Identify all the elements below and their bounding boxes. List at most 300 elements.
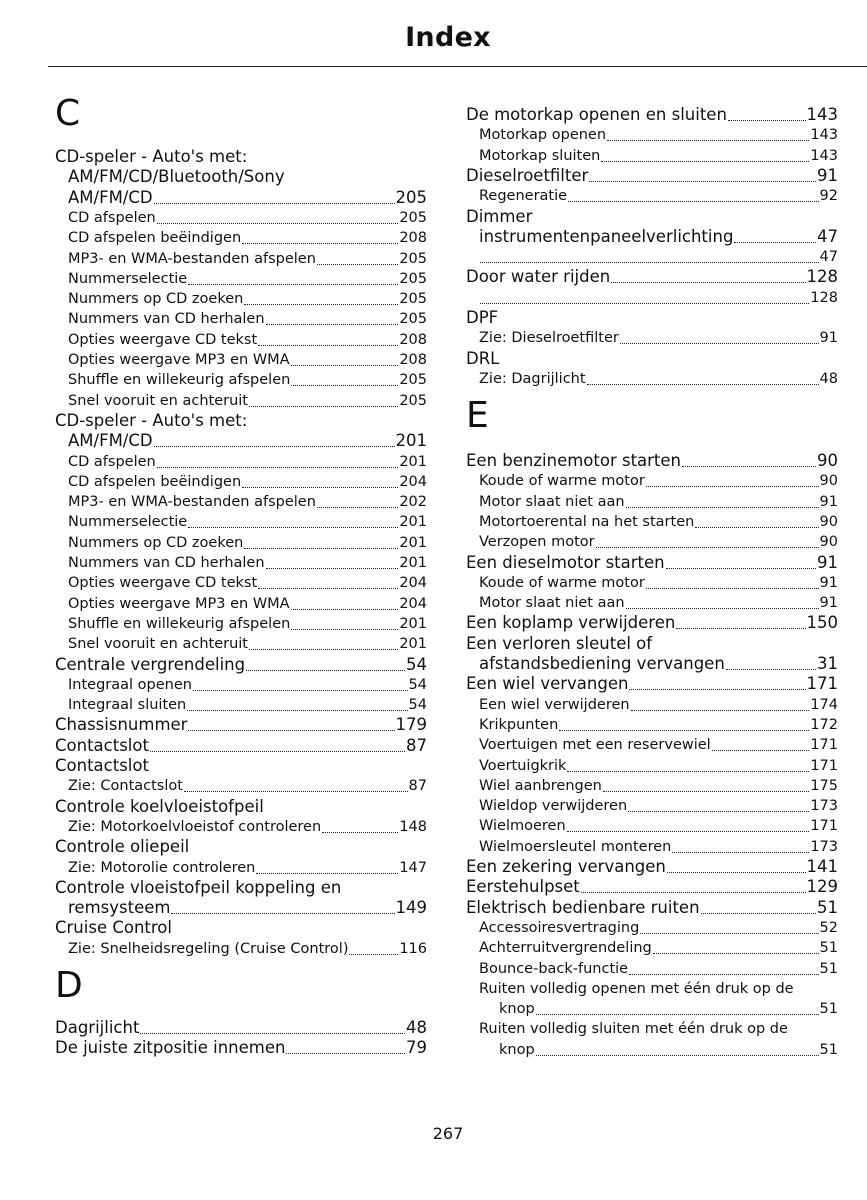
index-entry [466,247,838,267]
entry-text: Motorkap sluiten [479,147,601,164]
entry-page-number: 47 [817,226,838,246]
leader-dots [291,605,399,610]
entry-text: Wielmoersleutel monteren [479,838,672,855]
leader-dots [666,564,816,569]
leader-dots [646,482,819,487]
entry-page-number: 201 [399,615,427,632]
entry-page-number: 202 [399,494,427,511]
entry-page-number: 173 [810,798,838,815]
index-entry [466,288,838,308]
index-entry [466,776,838,796]
index-entry [466,573,838,593]
entry-page-number: 208 [399,352,427,368]
entry-page-number: 171 [810,757,838,774]
leader-dots [568,197,818,202]
entry-text: Elektrisch bedienbare ruiten [466,897,700,917]
index-entry [55,898,427,918]
index-entry [466,512,838,532]
index-entry [55,756,427,776]
index-entry [466,918,838,938]
entry-text: Controle koelvloeistofpeil [55,796,264,816]
entry-page-number: 205 [399,372,427,389]
entry-text: Zie: Motorolie controleren [68,859,256,876]
index-entry [466,796,838,816]
index-entry [466,837,838,857]
entry-text: Een verloren sleutel of [466,633,653,653]
leader-dots [157,463,399,468]
entry-page-number: 92 [819,188,838,205]
index-entry [466,593,838,613]
entry-text: CD afspelen beëindigen [68,473,242,490]
leader-dots [242,239,398,244]
leader-dots [631,706,810,711]
entry-page-number: 141 [806,857,838,876]
entry-page-number: 208 [399,331,427,348]
entry-page-number: 179 [395,715,427,735]
header-divider [48,66,867,67]
entry-page-number: 48 [819,370,838,387]
entry-page-number: 174 [810,696,838,713]
index-entry [55,269,427,289]
index-entry [466,999,838,1019]
index-entry [55,1038,427,1058]
index-entry [55,472,427,492]
entry-page-number: 48 [406,1018,427,1037]
index-entry [55,452,427,472]
entry-page-number: 205 [399,392,427,409]
leader-dots [712,746,810,751]
entry-page-number: 128 [806,267,838,287]
leader-dots [653,949,819,954]
leader-dots [701,909,816,914]
index-entry [55,655,427,675]
index-entry [466,451,838,471]
leader-dots [140,1029,405,1034]
entry-text: Shuffle en willekeurig afspelen [68,372,291,389]
index-entry [466,715,838,735]
leader-dots [157,219,399,224]
index-entry [466,674,838,694]
entry-text: AM/FM/CD [68,187,153,207]
entry-page-number: 150 [806,613,838,633]
entry-page-number: 204 [399,473,427,490]
index-entry [55,817,427,837]
leader-dots [601,157,809,162]
entry-page-number: 90 [819,513,838,530]
leader-dots [629,970,818,975]
leader-dots [567,827,810,832]
entry-page-number: 90 [819,473,838,490]
leader-dots [286,1049,405,1054]
index-entry [55,167,427,187]
leader-dots [154,442,395,447]
entry-text: Controle oliepeil [55,837,190,857]
entry-page-number: 205 [399,250,427,267]
index-entry [55,289,427,309]
entry-page-number: 51 [817,897,838,917]
index-entry [55,492,427,512]
index-entry [55,411,427,431]
entry-page-number: 51 [819,940,838,957]
index-entry [466,349,838,369]
leader-dots [193,686,408,691]
index-entry [55,188,427,208]
leader-dots [291,625,398,630]
entry-page-number: 143 [810,127,838,144]
entry-text: Bounce-back-functie [479,960,629,977]
entry-text: CD afspelen [68,453,156,470]
leader-dots [244,300,398,305]
entry-page-number: 47 [819,249,838,266]
entry-page-number: 51 [819,960,838,977]
entry-page-number: 208 [399,230,427,247]
index-entry [55,614,427,634]
entry-page-number: 90 [817,451,838,470]
entry-page-number: 201 [399,636,427,653]
leader-dots [480,299,809,304]
entry-text: MP3- en WMA-bestanden afspelen [68,250,316,267]
section-letter-c: C [55,93,81,134]
entry-text: MP3- en WMA-bestanden afspelen [68,494,316,511]
entry-text: Integraal openen [68,676,192,693]
index-entry [466,613,838,633]
leader-dots [728,116,806,121]
leader-dots [317,503,398,508]
entry-text: Een zekering vervangen [466,857,666,876]
leader-dots [567,767,809,772]
entry-page-number: 31 [817,654,838,673]
entry-text: Nummers van CD herhalen [68,311,265,328]
leader-dots [349,950,398,955]
entry-page-number: 171 [810,818,838,835]
index-entry [466,267,838,287]
entry-text: Motor slaat niet aan [479,493,625,510]
entry-page-number: 128 [810,289,838,306]
index-entry [466,735,838,755]
entry-text: Motorkap openen [479,127,607,144]
entry-text: Snel vooruit en achteruit [68,636,248,653]
entry-text: Centrale vergrendeling [55,654,246,674]
index-entry [466,816,838,836]
entry-text: Nummerselectie [68,270,188,287]
index-entry [466,857,838,877]
entry-page-number: 91 [819,330,838,347]
entry-text: Voertuigkrik [479,757,567,774]
entry-text: Contactslot [55,735,149,755]
entry-text: Ruiten volledig openen met één druk op de [479,980,794,997]
leader-dots [611,278,805,283]
index-entry [55,391,427,411]
index-entry [55,147,427,167]
index-entry [55,878,427,898]
entry-text: Een koplamp verwijderen [466,613,676,633]
entry-text: Dieselroetfilter [466,165,589,185]
index-entry [55,675,427,695]
leader-dots [244,544,398,549]
entry-text: Zie: Motorkoelvloeistof controleren [68,818,322,835]
index-entry [466,532,838,552]
entry-page-number: 143 [810,147,838,164]
index-entry [466,695,838,715]
leader-dots [266,320,399,325]
index-entry [466,634,838,654]
index-entry [466,146,838,166]
index-entry [55,228,427,248]
section-letter-d: D [55,965,83,1006]
index-entry [55,634,427,654]
leader-dots [256,869,398,874]
leader-dots [667,868,806,873]
leader-dots [628,807,809,812]
index-entry [466,553,838,573]
entry-page-number: 147 [399,859,427,876]
entry-page-number: 90 [819,534,838,551]
index-entry [55,837,427,857]
index-entry [466,877,838,897]
leader-dots [672,848,809,853]
index-entry [55,370,427,390]
entry-text: remsysteem [68,898,171,918]
index-entry [55,208,427,228]
leader-dots [603,787,809,792]
index-entry [55,918,427,938]
entry-text: AM/FM/CD [68,431,153,451]
index-entry [466,308,838,328]
leader-dots [581,888,806,893]
leader-dots [695,523,818,528]
entry-page-number: 51 [819,1041,838,1058]
leader-dots [187,706,407,711]
entry-page-number: 201 [399,453,427,470]
index-entry [55,858,427,878]
entry-text: knop [499,1001,535,1018]
leader-dots [188,280,398,285]
leader-dots [246,666,405,671]
entry-text: Zie: Dieselroetfilter [479,330,619,347]
entry-text: Koude of warme motor [479,473,645,490]
index-entry [466,938,838,958]
entry-text: Integraal sluiten [68,697,187,714]
entry-page-number: 204 [399,575,427,592]
leader-dots [184,787,408,792]
index-entry [466,186,838,206]
entry-text: Een wiel vervangen [466,674,629,694]
entry-page-number: 91 [819,574,838,591]
index-entry [55,309,427,329]
entry-text: Wieldop verwijderen [479,798,628,815]
page-title: Index [405,22,491,53]
entry-page-number: 201 [399,534,427,551]
entry-page-number: 205 [399,270,427,287]
entry-page-number: 201 [395,431,427,451]
entry-text: Dimmer [466,206,533,226]
entry-page-number: 205 [399,209,427,226]
entry-page-number: 79 [406,1038,427,1058]
entry-page-number: 171 [806,674,838,694]
index-entry [466,756,838,776]
entry-page-number: 91 [819,595,838,612]
entry-page-number: 205 [395,187,427,207]
entry-text: DRL [466,348,500,368]
leader-dots [596,543,819,548]
index-entry [466,1040,838,1060]
entry-text: Achterruitvergrendeling [479,940,652,957]
leader-dots [626,503,819,508]
entry-text: CD afspelen beëindigen [68,230,242,247]
entry-text: Zie: Snelheidsregeling (Cruise Control) [68,940,349,957]
entry-page-number: 204 [399,595,427,612]
leader-dots [726,665,816,670]
entry-text: Opties weergave CD tekst [68,575,258,592]
entry-text: Nummers op CD zoeken [68,534,244,551]
section-letter-e: E [466,395,489,436]
entry-text: Nummerselectie [68,514,188,531]
entry-page-number: 91 [819,493,838,510]
entry-text: Dagrijlicht [55,1018,140,1037]
entry-text: Wielmoeren [479,818,566,835]
leader-dots [646,584,819,589]
index-entry [466,654,838,674]
entry-text: AM/FM/CD/Bluetooth/Sony [68,167,285,187]
index-entry [55,431,427,451]
entry-page-number: 91 [817,165,838,185]
index-entry [55,939,427,959]
entry-text: Accessoiresvertraging [479,919,640,936]
entry-page-number: 52 [819,919,838,936]
leader-dots [559,726,809,731]
leader-dots [188,726,394,731]
entry-page-number: 143 [806,105,838,124]
entry-page-number: 173 [810,838,838,855]
leader-dots [258,341,398,346]
leader-dots [629,685,805,690]
index-entry [55,736,427,756]
leader-dots [154,199,395,204]
leader-dots [682,462,816,467]
entry-text: knop [499,1041,535,1058]
entry-page-number: 54 [408,676,427,693]
entry-page-number: 51 [819,1001,838,1018]
entry-text: Krikpunten [479,716,559,733]
leader-dots [640,929,818,934]
leader-dots [188,523,398,528]
entry-text: De juiste zitpositie innemen [55,1038,286,1058]
entry-text: Een wiel verwijderen [479,696,630,713]
leader-dots [258,584,398,589]
entry-text: Controle vloeistofpeil koppeling en [55,877,342,897]
leader-dots [322,828,398,833]
entry-text: Een benzinemotor starten [466,451,682,470]
leader-dots [266,564,399,569]
entry-text: instrumentenpaneelverlichting [479,226,734,246]
entry-text: Nummers van CD herhalen [68,555,265,571]
index-entry [466,369,838,389]
entry-text: Door water rijden [466,267,611,287]
entry-text: Ruiten volledig sluiten met één druk op de [479,1021,788,1038]
leader-dots [480,258,819,263]
entry-text: Voertuigen met een reservewiel [479,737,711,754]
index-entry [466,227,838,247]
entry-page-number: 129 [806,877,838,897]
index-entry [55,330,427,350]
leader-dots [589,177,816,182]
entry-page-number: 205 [399,311,427,328]
entry-page-number: 201 [399,514,427,531]
leader-dots [150,747,405,752]
index-entry [55,553,427,573]
entry-text: Contactslot [55,756,149,775]
entry-text: Een dieselmotor starten [466,552,665,572]
leader-dots [249,402,398,407]
index-entry [466,959,838,979]
leader-dots [291,381,398,386]
index-entry [55,512,427,532]
index-entry [466,1019,838,1039]
leader-dots [249,645,398,650]
entry-text: Koude of warme motor [479,574,645,591]
entry-text: Snel vooruit en achteruit [68,392,248,409]
entry-page-number: 171 [810,737,838,754]
index-entry [466,105,838,125]
leader-dots [587,380,819,385]
index-entry [55,533,427,553]
leader-dots [536,1010,819,1015]
index-entry [55,594,427,614]
entry-text: Chassisnummer [55,715,188,735]
entry-text: De motorkap openen en sluiten [466,105,727,124]
entry-page-number: 87 [408,778,427,795]
leader-dots [676,624,805,629]
index-entry [466,328,838,348]
entry-page-number: 201 [399,555,427,571]
index-entry [466,979,838,999]
index-entry [466,207,838,227]
entry-text: Nummers op CD zoeken [68,291,244,308]
entry-text: Motor slaat niet aan [479,595,625,612]
leader-dots [317,260,398,265]
entry-page-number: 148 [399,818,427,835]
entry-text: Opties weergave MP3 en WMA [68,595,290,612]
leader-dots [171,909,394,914]
leader-dots [620,339,819,344]
index-entry [55,715,427,735]
entry-page-number: 205 [399,291,427,308]
entry-text: Zie: Contactslot [68,778,183,795]
leader-dots [536,1051,819,1056]
leader-dots [607,136,809,141]
index-entry [466,471,838,491]
index-entry [466,166,838,186]
entry-text: Shuffle en willekeurig afspelen [68,615,291,632]
index-entry [55,249,427,269]
entry-page-number: 149 [395,898,427,918]
entry-text: Verzopen motor [479,534,595,551]
entry-text: Opties weergave CD tekst [68,331,258,348]
entry-text: Eerstehulpset [466,877,580,897]
index-entry [466,125,838,145]
leader-dots [291,361,399,366]
entry-page-number: 87 [406,735,427,755]
entry-text: Zie: Dagrijlicht [479,370,586,387]
entry-text: DPF [466,308,499,327]
entry-text: Cruise Control [55,918,172,938]
entry-text: Motortoerental na het starten [479,513,695,530]
index-entry [55,350,427,370]
entry-page-number: 54 [406,654,427,674]
entry-text: CD afspelen [68,209,156,226]
index-entry [55,776,427,796]
index-entry [466,492,838,512]
